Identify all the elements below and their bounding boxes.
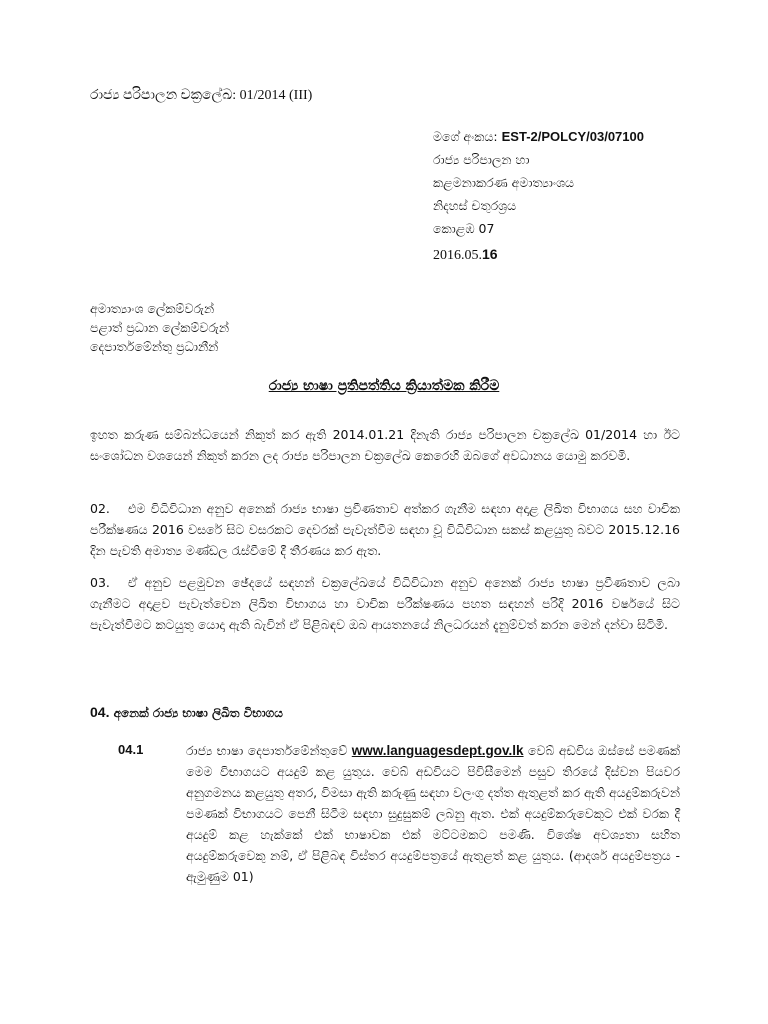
paragraph-1: ඉහත කරුණ සම්බන්ධයෙන් නිකුත් කර ඇති 2014.01.21 දිනැති රාජ්‍ය පරිපාලන චක්‍රලේඛ 01/2014 හා ඊට සංශෝධන වශයෙන් නිකුත් කරන ලද රාජ්‍ය පරිපාලන චක්‍රලේඛ කෙරෙහි ඔබගේ අවධානය යොමු කරවමි. <box>90 427 680 463</box>
date-part-1: 2016.05. <box>433 248 482 263</box>
paragraph-3-text: ඒ අනුව පළමුවන ඡේදයේ සඳහන් චක්‍රලේඛයේ විධිවිධාන අනුව අනෙක් රාජ්‍ය භාෂා ප්‍රවීණතාව ලබා ගැනීමට අදාළව පැවැත්වෙන ලිඛිත විභාගය හා වාචික පරීක්ෂණය පහත සඳහන් පරිදි 2016 වර්ෂයේ සිට පැවැත්වීමට කටයුතු යොදා ඇති බැවින් ඒ පිළිබඳව ඔබ ආයතනයේ නිලධරයන් දැනුම්වත් කරන මෙන් දන්වා සිටිමි. <box>90 575 680 632</box>
recipient-1: අමාත්‍යාංශ ලේකම්වරුන් <box>90 301 215 316</box>
paragraph-3 <box>90 572 680 635</box>
date-part-2: 16 <box>482 246 498 262</box>
section-4-1-number: 04.1 <box>118 742 144 757</box>
section-4-heading <box>90 702 283 722</box>
letter-date <box>433 244 498 266</box>
sender-line-2: කළමනාකරණ අමාත්‍යාංශය <box>433 175 575 190</box>
paragraph-2 <box>90 498 680 561</box>
my-number-line <box>433 128 733 151</box>
recipient-3: දෙපාර්තමේන්තු ප්‍රධානීන් <box>90 339 219 354</box>
recipients-block <box>90 300 229 357</box>
sender-address-block <box>433 128 733 243</box>
my-number-value: EST-2/POLCY/03/07100 <box>501 129 644 144</box>
section-4-title: අනෙක් රාජ්‍ය භාෂා ලිඛිත විභාගය <box>113 706 283 720</box>
section-4-1-text-after: වෙබ් අඩවිය ඔස්සේ පමණක් මෙම විභාගයට අයදුම් කළ යුතුය. වෙබ් අඩවියට පිවිසීමෙන් පසුව තිරයේ දිස්වන පියවර අනුගමනය කළයුතු අතර, විමසා ඇති කරුණු සඳහා වලංගු දත්ත ඇතුළත් කර ඇති අයදුම්කරුවන් පමණක් විභාගයට පෙනී සිටීම සඳහා සුදුසුකම් ලබනු ඇත. එක් අයදුම්කරුවෙකුට එක් වරක දී අයදුම් කළ හැක්කේ එක් භාෂාවක එක් මට්ටමකට පමණි. විශේෂ අවශ්‍යතා සහිත අයදුම්කරුවෙකු නම්, ඒ පිළිබඳ විස්තර අයදුම්පත්‍රයේ ඇතුළත් කළ යුතුය. (ආදර්ශ අයදුම්පත්‍රය - ඇමුණුම 01) <box>186 743 680 884</box>
circular-reference: රාජ්‍ය පරිපාලන චක්‍රලේඛ: 01/2014 (III) <box>90 88 313 103</box>
my-number-label: මගේ අංකය: <box>433 129 498 144</box>
recipient-2: පළාත් ප්‍රධාන ලේකම්වරුන් <box>90 320 229 335</box>
sender-line-4: කොළඹ 07 <box>433 221 495 236</box>
subject-heading: රාජ්‍ය භාෂා ප්‍රතිපත්තිය ක්‍රියාත්මක කිරීම <box>268 378 500 394</box>
languages-dept-link[interactable]: www.languagesdept.gov.lk <box>351 743 524 758</box>
section-4-number: 04. <box>90 704 110 720</box>
paragraph-2-text: එම විධිවිධාන අනුව අනෙක් රාජ්‍ය භාෂා ප්‍රවීණතාව අත්කර ගැනීම සඳහා අදාළ ලිඛිත විභාගය සහ වාචික පරීක්ෂණය 2016 වසරේ සිට වසරකට දෙවරක් පැවැත්වීම සඳහා වූ විධිවිධාන සකස් කළයුතු බවට 2015.12.16 දින පැවති අමාත්‍ය මණ්ඩල රැස්වීමේ දී තීරණය කර ඇත. <box>90 501 680 558</box>
section-4-1-text <box>186 740 680 887</box>
paragraph-3-number: 03. <box>90 575 110 590</box>
paragraph-2-number: 02. <box>90 501 110 516</box>
sender-line-3: නිදහස් චතුරශ්‍රය <box>433 198 517 213</box>
section-4-1-text-before: රාජ්‍ය භාෂා දෙපාර්තමේන්තුවේ <box>186 743 348 758</box>
sender-line-1: රාජ්‍ය පරිපාලන හා <box>433 152 530 167</box>
